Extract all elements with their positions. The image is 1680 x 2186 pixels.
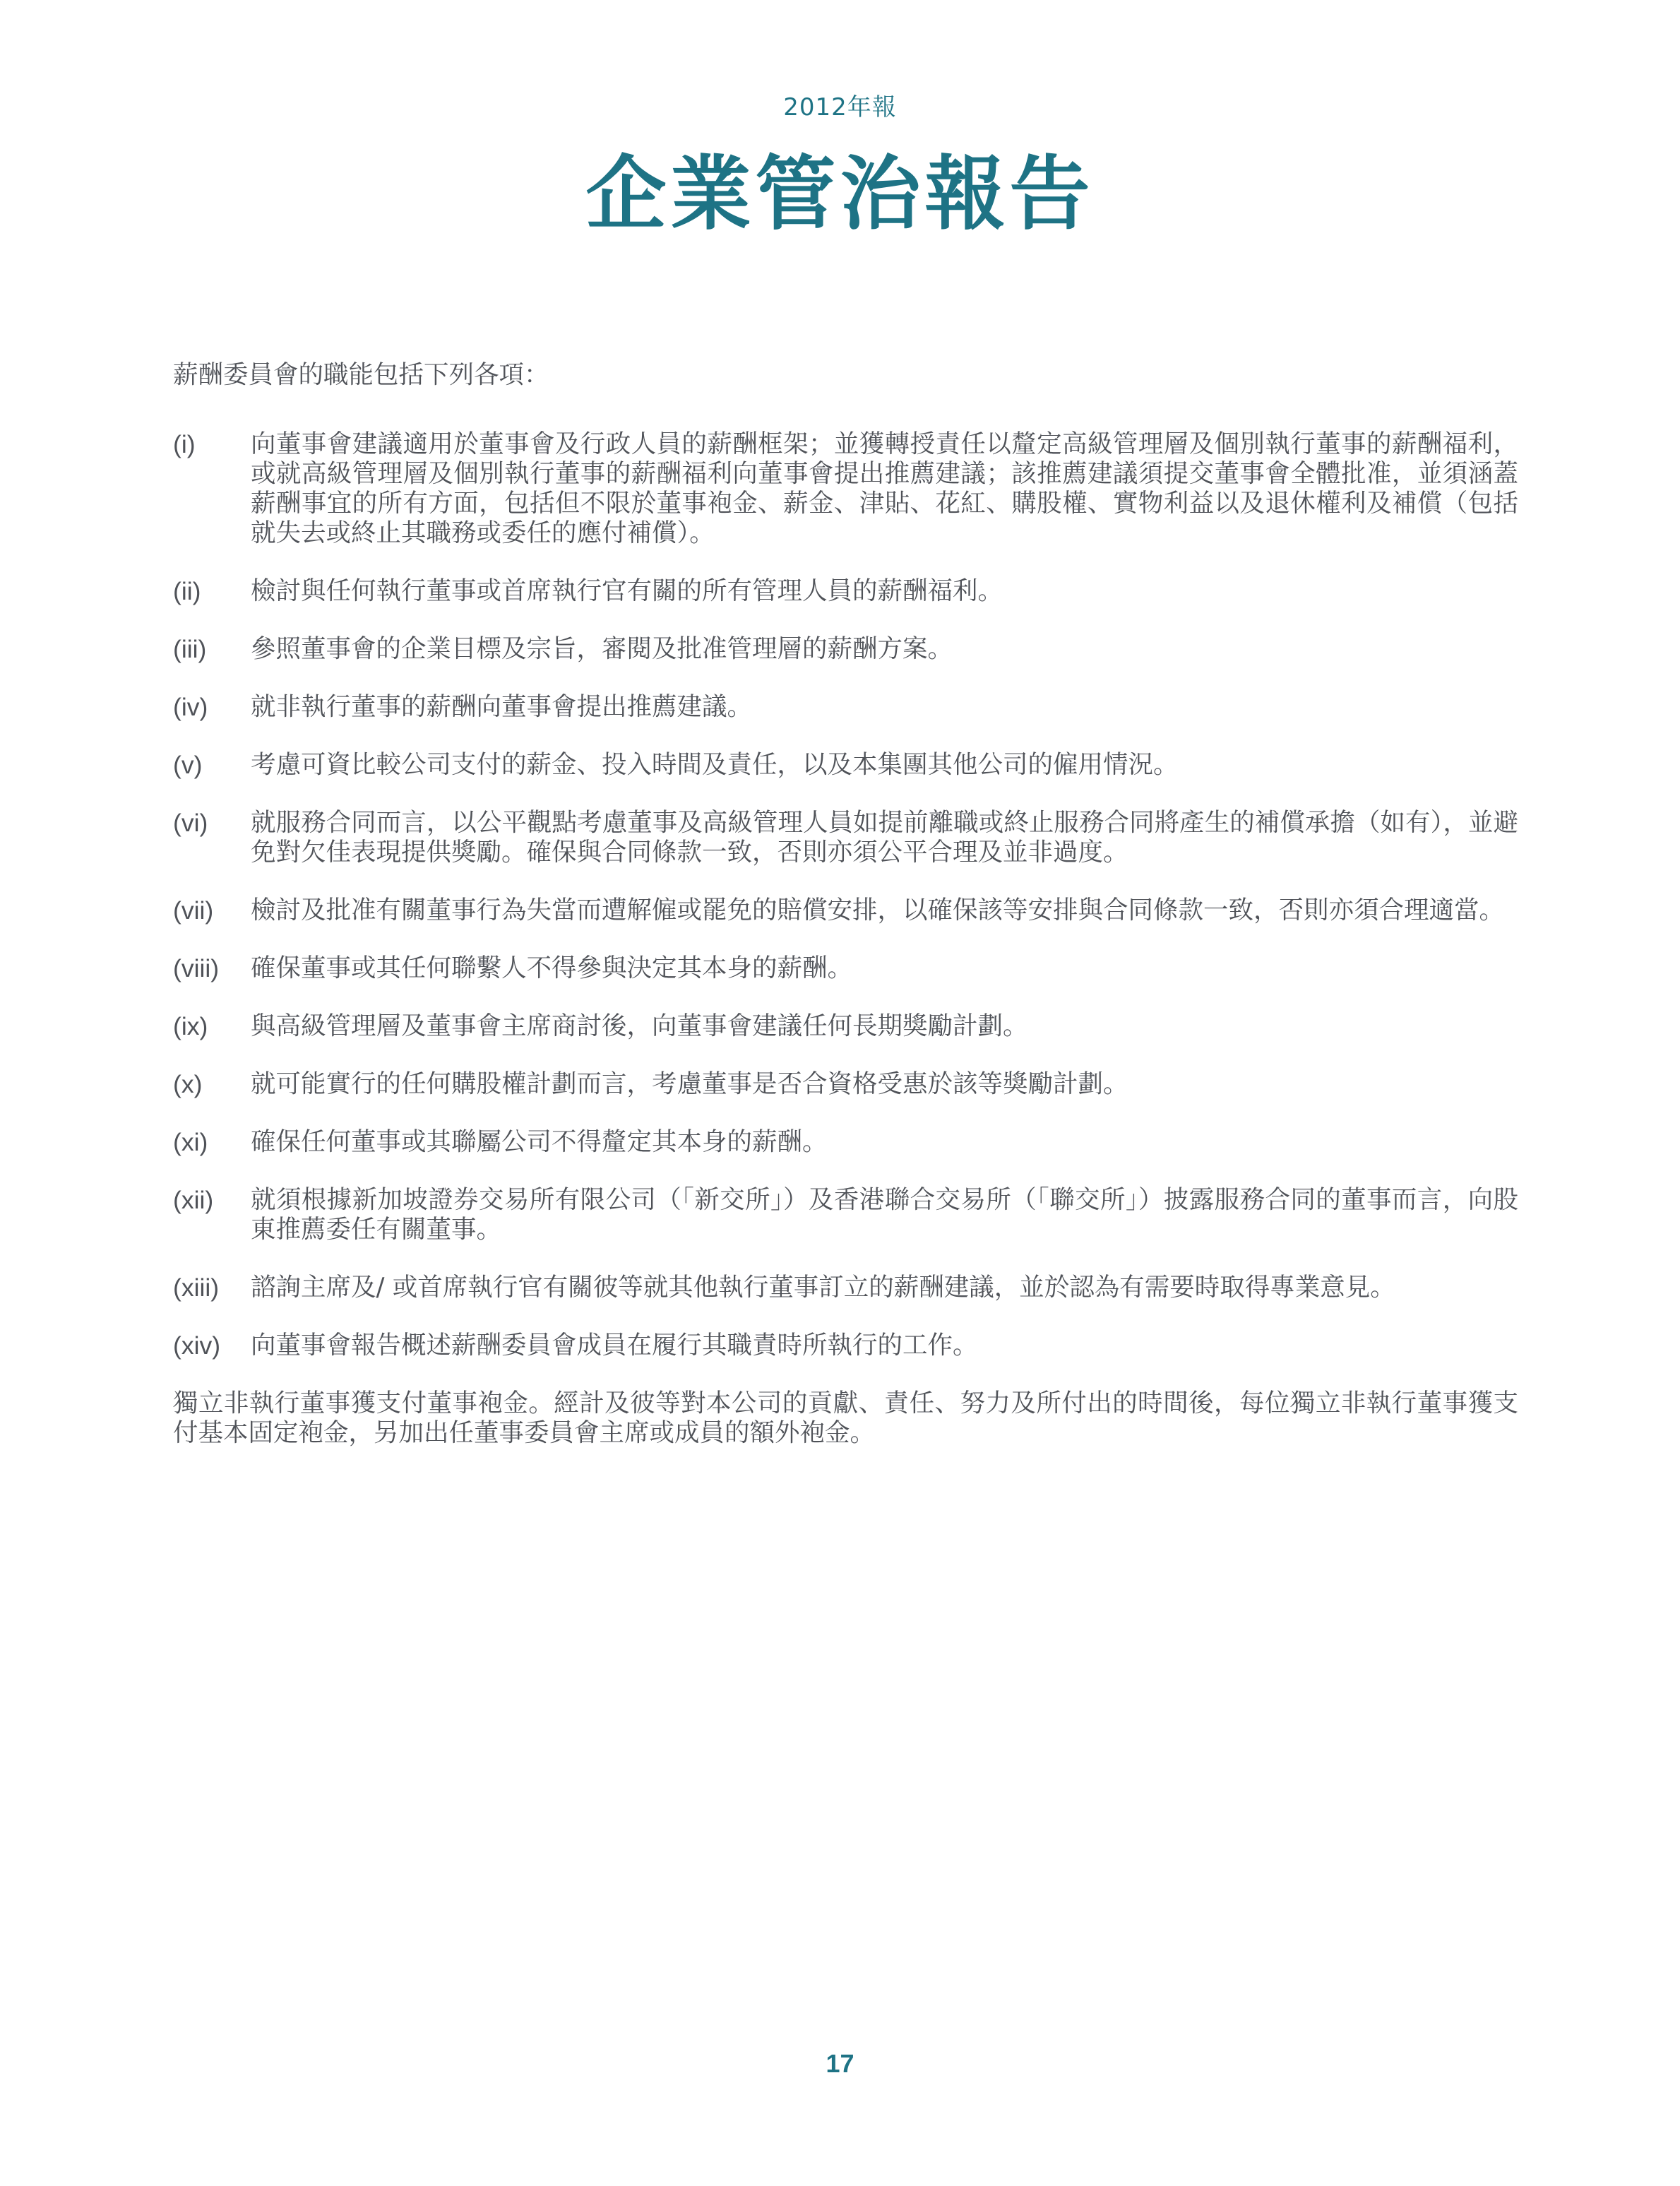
list-item-x	[173, 1069, 1518, 1099]
list-item-xiii	[173, 1273, 1518, 1302]
closing-paragraph: 獨立非執行董事獲支付董事袍金。經計及彼等對本公司的貢獻、責任、努力及所付出的時間後，每位獨立非執行董事獲支付基本固定袍金，另加出任董事委員會主席或成員的額外袍金。	[173, 1389, 1518, 1447]
list-item-number: (x)	[173, 1070, 203, 1098]
list-item-text: 檢討及批准有關董事行為失當而遭解僱或罷免的賠償安排，以確保該等安排與合同條款一致，否則亦須合理適當。	[251, 896, 1505, 925]
list-item-number: (xiv)	[173, 1331, 221, 1360]
list-item-iv	[173, 692, 1518, 722]
list-item-viii	[173, 954, 1518, 983]
list-item-text: 參照董事會的企業目標及宗旨，審閱及批准管理層的薪酬方案。	[251, 634, 953, 663]
list-item-number: (xii)	[173, 1186, 214, 1214]
list-item-number: (ix)	[173, 1012, 208, 1040]
list-item-text: 就可能實行的任何購股權計劃而言，考慮董事是否合資格受惠於該等獎勵計劃。	[251, 1069, 1128, 1098]
list-item-ii	[173, 576, 1518, 606]
list-item-text: 諮詢主席及/ 或首席執行官有關彼等就其他執行董事訂立的薪酬建議，並於認為有需要時取得專業意見。	[251, 1273, 1395, 1302]
list-item-text: 檢討與任何執行董事或首席執行官有關的所有管理人員的薪酬福利。	[251, 576, 1003, 605]
report-year-label: 2012年報	[783, 93, 897, 121]
list-item-text: 確保任何董事或其聯屬公司不得釐定其本身的薪酬。	[251, 1127, 828, 1156]
list-item-iii	[173, 634, 1518, 664]
list-item-number: (viii)	[173, 954, 220, 982]
list-item-xii	[173, 1185, 1518, 1245]
list-item-i	[173, 429, 1518, 548]
list-item-ix	[173, 1011, 1518, 1041]
list-item-text: 考慮可資比較公司支付的薪金、投入時間及責任，以及本集團其他公司的僱用情況。	[251, 750, 1179, 779]
list-item-number: (iv)	[173, 693, 208, 721]
list-item-text: 向董事會建議適用於董事會及行政人員的薪酬框架；並獲轉授責任以釐定高級管理層及個別執行董事的薪酬福利，或就高級管理層及個別執行董事的薪酬福利向董事會提出推薦建議；該推薦建議須提交董事會全體批准，並須涵蓋薪酬事宜的所有方面，包括但不限於董事袍金、薪金、津貼、花紅、購股權、實物利益以及退休權利及補償（包括就失去或終止其職務或委任的應付補償）。	[251, 429, 1518, 547]
list-item-number: (ii)	[173, 577, 201, 605]
list-item-v	[173, 750, 1518, 780]
list-item-number: (xiii)	[173, 1273, 220, 1302]
list-item-number: (iii)	[173, 635, 207, 663]
page-title: 企業管治報告	[585, 147, 1095, 241]
list-item-number: (vi)	[173, 809, 208, 837]
list-item-text: 就須根據新加坡證券交易所有限公司（「新交所」）及香港聯合交易所（「聯交所」）披露服務合同的董事而言，向股東推薦委任有關董事。	[251, 1185, 1518, 1244]
list-item-xi	[173, 1127, 1518, 1157]
page-number: 17	[826, 2049, 854, 2078]
list-item-text: 與高級管理層及董事會主席商討後，向董事會建議任何長期獎勵計劃。	[251, 1011, 1028, 1040]
intro-paragraph: 薪酬委員會的職能包括下列各項：	[173, 360, 549, 389]
list-item-number: (i)	[173, 430, 196, 458]
list-item-text: 就服務合同而言，以公平觀點考慮董事及高級管理人員如提前離職或終止服務合同將產生的補償承擔（如有），並避免對欠佳表現提供獎勵。確保與合同條款一致，否則亦須公平合理及並非過度。	[251, 808, 1518, 867]
list-item-text: 就非執行董事的薪酬向董事會提出推薦建議。	[251, 692, 753, 721]
document-body	[173, 360, 1518, 1473]
list-item-xiv	[173, 1331, 1518, 1360]
list-item-number: (vii)	[173, 896, 214, 925]
list-item-number: (v)	[173, 751, 203, 779]
list-item-number: (xi)	[173, 1128, 208, 1156]
list-item-text: 向董事會報告概述薪酬委員會成員在履行其職責時所執行的工作。	[251, 1331, 978, 1360]
list-item-vi	[173, 808, 1518, 867]
list-item-vii	[173, 896, 1518, 925]
list-item-text: 確保董事或其任何聯繫人不得參與決定其本身的薪酬。	[251, 954, 853, 982]
